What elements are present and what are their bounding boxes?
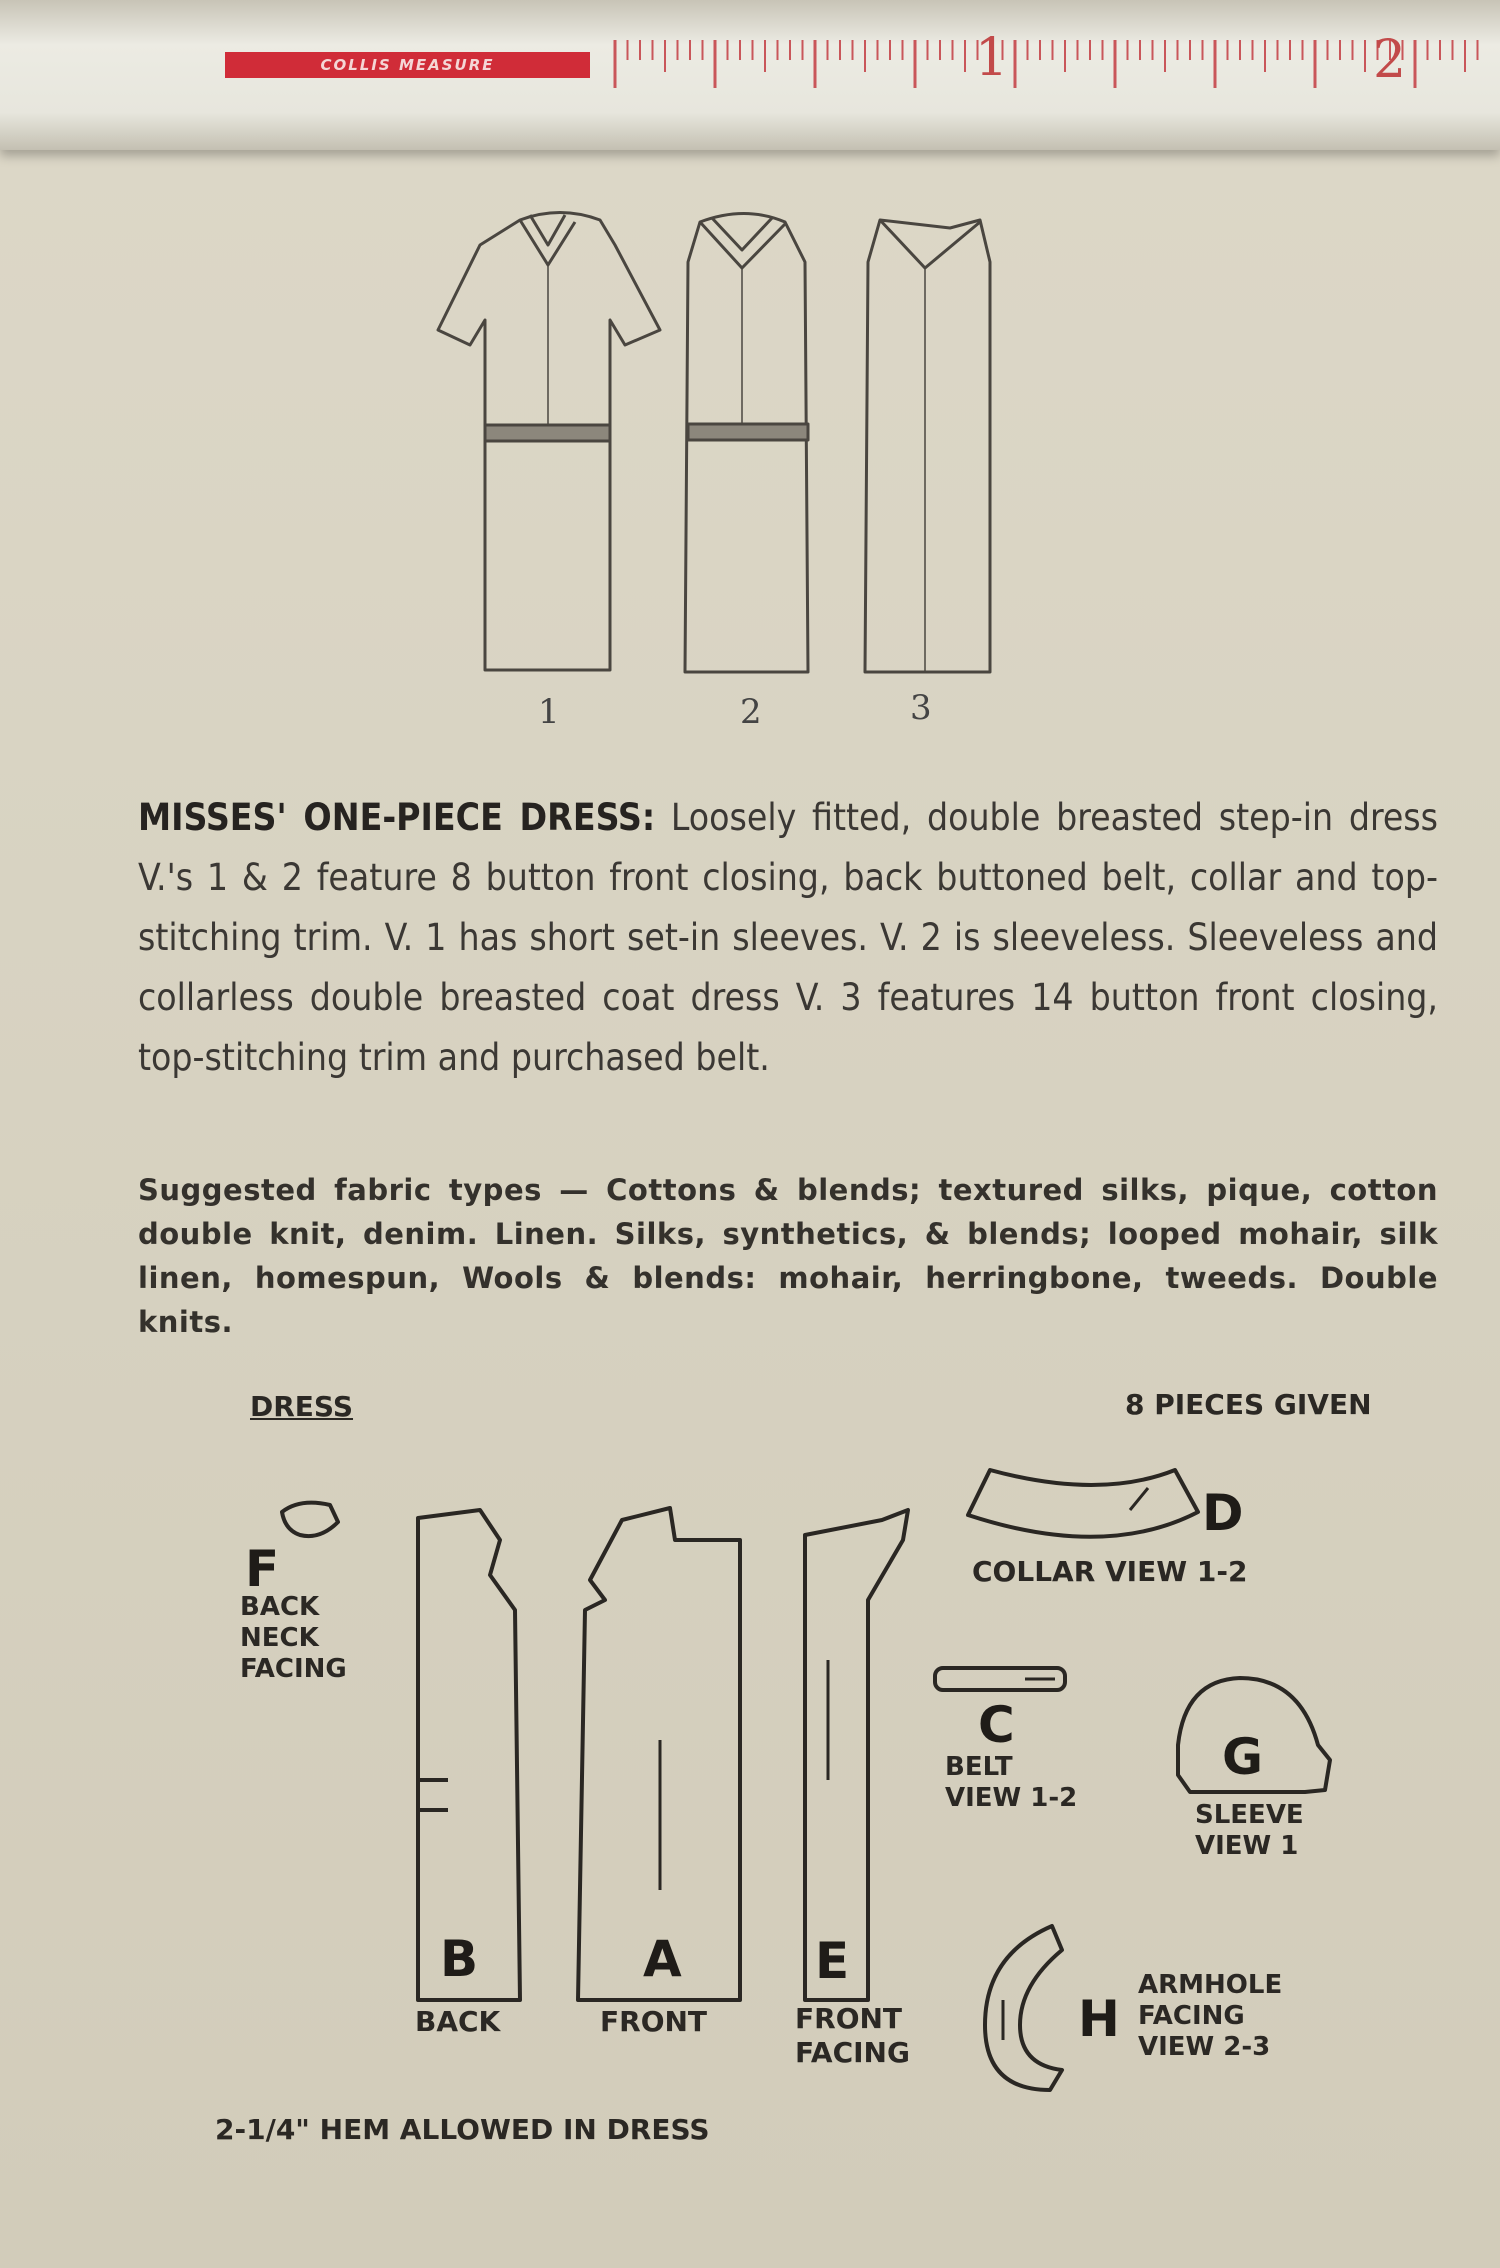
pieces-given-count: 8 PIECES GIVEN [1125, 1388, 1372, 1421]
piece-label-f: BACK NECK FACING [240, 1592, 347, 1684]
hem-allowance-note: 2-1/4" HEM ALLOWED IN DRESS [215, 2113, 710, 2146]
piece-letter-f: F [245, 1540, 280, 1598]
suggested-fabric-types: Suggested fabric types — Cottons & blends; textured silks, pique, cotton double knit, denim. Linen. Silks, synthetics, & blends; looped mohair, silk linen, homespun, Wools & blends: mohair, herringbone, tweeds. Double knits. [138, 1173, 1438, 1339]
piece-label-a: FRONT [600, 2005, 708, 2038]
piece-label-h: ARMHOLE FACING VIEW 2-3 [1138, 1970, 1283, 2062]
piece-label-b: BACK [415, 2005, 501, 2038]
piece-b-shape [418, 1510, 520, 2000]
view-label-1: 1 [538, 692, 560, 732]
ruler-brand-label: COLLIS MEASURE [225, 52, 590, 78]
piece-letter-d: D [1202, 1484, 1244, 1542]
piece-letter-b: B [440, 1930, 479, 1988]
piece-letter-c: C [978, 1696, 1015, 1754]
piece-letter-e: E [815, 1932, 850, 1990]
piece-label-d: COLLAR VIEW 1-2 [972, 1555, 1248, 1588]
piece-letter-h: H [1078, 1990, 1120, 2048]
ruler-number-1: 1 [975, 28, 1009, 88]
piece-d-shape [968, 1470, 1198, 1537]
piece-label-g: SLEEVE VIEW 1 [1195, 1800, 1304, 1861]
layout-section-title: DRESS [250, 1390, 354, 1423]
piece-letter-a: A [643, 1930, 682, 1988]
piece-h-shape [985, 1926, 1062, 2090]
piece-label-c: BELT VIEW 1-2 [945, 1752, 1078, 1813]
piece-f-shape [282, 1503, 338, 1536]
description-body: Loosely fitted, double breasted step-in dress V.'s 1 & 2 feature 8 button front closing, back buttoned belt, collar and top-stitching trim. V. 1 has short set-in sleeves. V. 2 is sleeveless. Sleeveless and collarless double breasted coat dress V. 3 features 14 button front closing, top-stitching trim and purchased belt. [138, 796, 1438, 1079]
piece-letter-g: G [1222, 1728, 1264, 1786]
view-label-2: 2 [740, 692, 762, 732]
view-label-3: 3 [910, 688, 932, 728]
description-title: MISSES' ONE-PIECE DRESS: [138, 796, 656, 839]
ruler-number-2: 2 [1373, 30, 1407, 90]
piece-label-e: FRONT FACING [795, 2002, 910, 2069]
piece-e-shape [805, 1510, 908, 2000]
